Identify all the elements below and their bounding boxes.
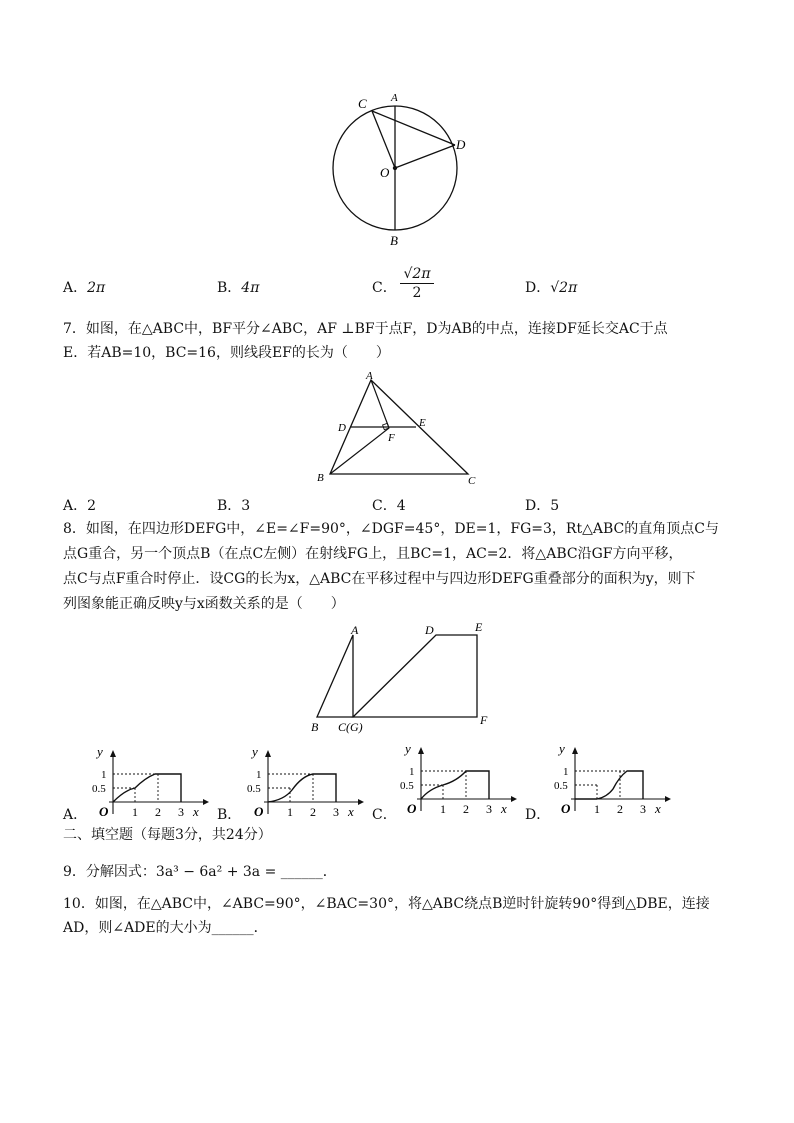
- label-f: F: [388, 432, 395, 444]
- q10-stem-line2: AD，则∠ADE的大小为______．: [63, 920, 268, 936]
- q7-option-d[interactable]: D．5: [525, 498, 560, 514]
- graph-curve: [268, 774, 336, 802]
- svg-text:x: x: [501, 801, 507, 816]
- svg-text:1: 1: [287, 805, 293, 819]
- q8-option-d[interactable]: D．: [525, 807, 551, 823]
- q6-option-a[interactable]: A．2π: [63, 280, 106, 296]
- q8-graph-d: [547, 741, 672, 817]
- label-e: E: [475, 620, 483, 634]
- q8-stem-line1: 8．如图，在四边形DEFG中，∠E=∠F=90°，∠DGF=45°，DE=1，FG=3，Rt△ABC的直角顶点C与: [63, 521, 719, 537]
- label-d: D: [456, 137, 466, 152]
- q6-circle-figure: [320, 85, 480, 250]
- svg-text:O: O: [254, 804, 264, 819]
- q8-graph-c: [393, 741, 518, 817]
- q6-option-b[interactable]: B．4π: [217, 280, 260, 296]
- svg-text:x: x: [655, 801, 661, 816]
- q9-stem: 9．分解因式：3a³ − 6a² + 3a = ______．: [63, 864, 337, 880]
- label-c: C: [358, 96, 367, 111]
- svg-text:1: 1: [256, 769, 262, 781]
- label-d: D: [425, 623, 434, 637]
- graph-curve: [575, 771, 643, 799]
- svg-text:x: x: [193, 804, 199, 819]
- svg-text:3: 3: [486, 802, 492, 816]
- label-d: D: [338, 422, 346, 434]
- svg-text:2: 2: [617, 802, 623, 816]
- svg-text:2: 2: [155, 805, 161, 819]
- q7-stem-line1: 7．如图，在△ABC中，BF平分∠ABC，AF ⊥BF于点F，D为AB的中点，连接DF延长交AC于点: [63, 321, 668, 337]
- q8-option-b[interactable]: B．: [217, 807, 242, 823]
- graph-curve: [421, 771, 489, 799]
- q7-option-c[interactable]: C．4: [372, 498, 406, 514]
- svg-text:2: 2: [463, 802, 469, 816]
- label-a: A: [351, 623, 359, 637]
- graph-curve: [113, 774, 181, 802]
- label-o: O: [380, 165, 390, 180]
- svg-text:x: x: [348, 804, 354, 819]
- q7-triangle-figure: [312, 368, 487, 490]
- svg-text:2: 2: [310, 805, 316, 819]
- q8-graph-b: [240, 744, 365, 820]
- q8-option-a[interactable]: A．: [63, 807, 88, 823]
- svg-text:O: O: [561, 801, 571, 816]
- svg-text:1: 1: [409, 766, 415, 778]
- q6-option-d[interactable]: D．√2π: [525, 280, 578, 296]
- q8-option-c[interactable]: C．: [372, 807, 397, 823]
- label-b: B: [317, 472, 324, 484]
- svg-text:3: 3: [640, 802, 646, 816]
- q8-stem-line2: 点G重合，另一个顶点B（在点C左侧）在射线FG上，且BC=1，AC=2．将△ABC沿GF方向平移，: [63, 546, 683, 562]
- q8-stem-line4: 列图象能正确反映y与x函数关系的是（ ）: [63, 596, 345, 612]
- svg-text:O: O: [407, 801, 417, 816]
- label-cg: C(G): [338, 720, 363, 734]
- label-e: E: [419, 417, 426, 429]
- svg-text:y: y: [405, 741, 411, 756]
- svg-text:1: 1: [132, 805, 138, 819]
- label-c: C: [468, 475, 476, 487]
- segment-bf: [330, 428, 389, 474]
- label-a: A: [366, 370, 373, 382]
- segment-af: [371, 380, 389, 428]
- point-o: [393, 166, 397, 170]
- svg-text:0.5: 0.5: [247, 783, 261, 795]
- svg-text:0.5: 0.5: [554, 780, 568, 792]
- label-a: A: [391, 92, 398, 104]
- label-b: B: [311, 720, 319, 734]
- q10-stem-line1: 10．如图，在△ABC中，∠ABC=90°，∠BAC=30°，将△ABC绕点B逆时针旋转90°得到△DBE，连接: [63, 896, 710, 912]
- svg-text:1: 1: [563, 766, 569, 778]
- svg-text:3: 3: [178, 805, 184, 819]
- svg-text:0.5: 0.5: [92, 783, 106, 795]
- svg-text:y: y: [97, 744, 103, 759]
- label-f: F: [480, 713, 488, 727]
- section-heading: 二、填空题（每题3分，共24分）: [63, 827, 272, 843]
- svg-text:0.5: 0.5: [400, 780, 414, 792]
- quad-defg: [353, 635, 477, 717]
- svg-text:1: 1: [440, 802, 446, 816]
- q7-option-a[interactable]: A．2: [63, 498, 97, 514]
- q8-graph-a: [85, 744, 210, 820]
- triangle-abc: [317, 635, 353, 717]
- svg-text:1: 1: [594, 802, 600, 816]
- svg-text:y: y: [559, 741, 565, 756]
- q8-quadrilateral-figure: [300, 615, 500, 740]
- svg-text:1: 1: [101, 769, 107, 781]
- q7-stem-line2: E．若AB=10，BC=16，则线段EF的长为（ ）: [63, 345, 390, 361]
- label-b: B: [390, 233, 398, 248]
- svg-text:y: y: [252, 744, 258, 759]
- svg-text:O: O: [99, 804, 109, 819]
- q8-stem-line3: 点C与点F重合时停止．设CG的长为x，△ABC在平移过程中与四边形DEFG重叠部分的面积为y，则下: [63, 571, 696, 587]
- q7-option-b[interactable]: B．3: [217, 498, 251, 514]
- segment-od: [395, 145, 455, 168]
- fraction: √2π 2: [400, 265, 434, 302]
- svg-text:3: 3: [333, 805, 339, 819]
